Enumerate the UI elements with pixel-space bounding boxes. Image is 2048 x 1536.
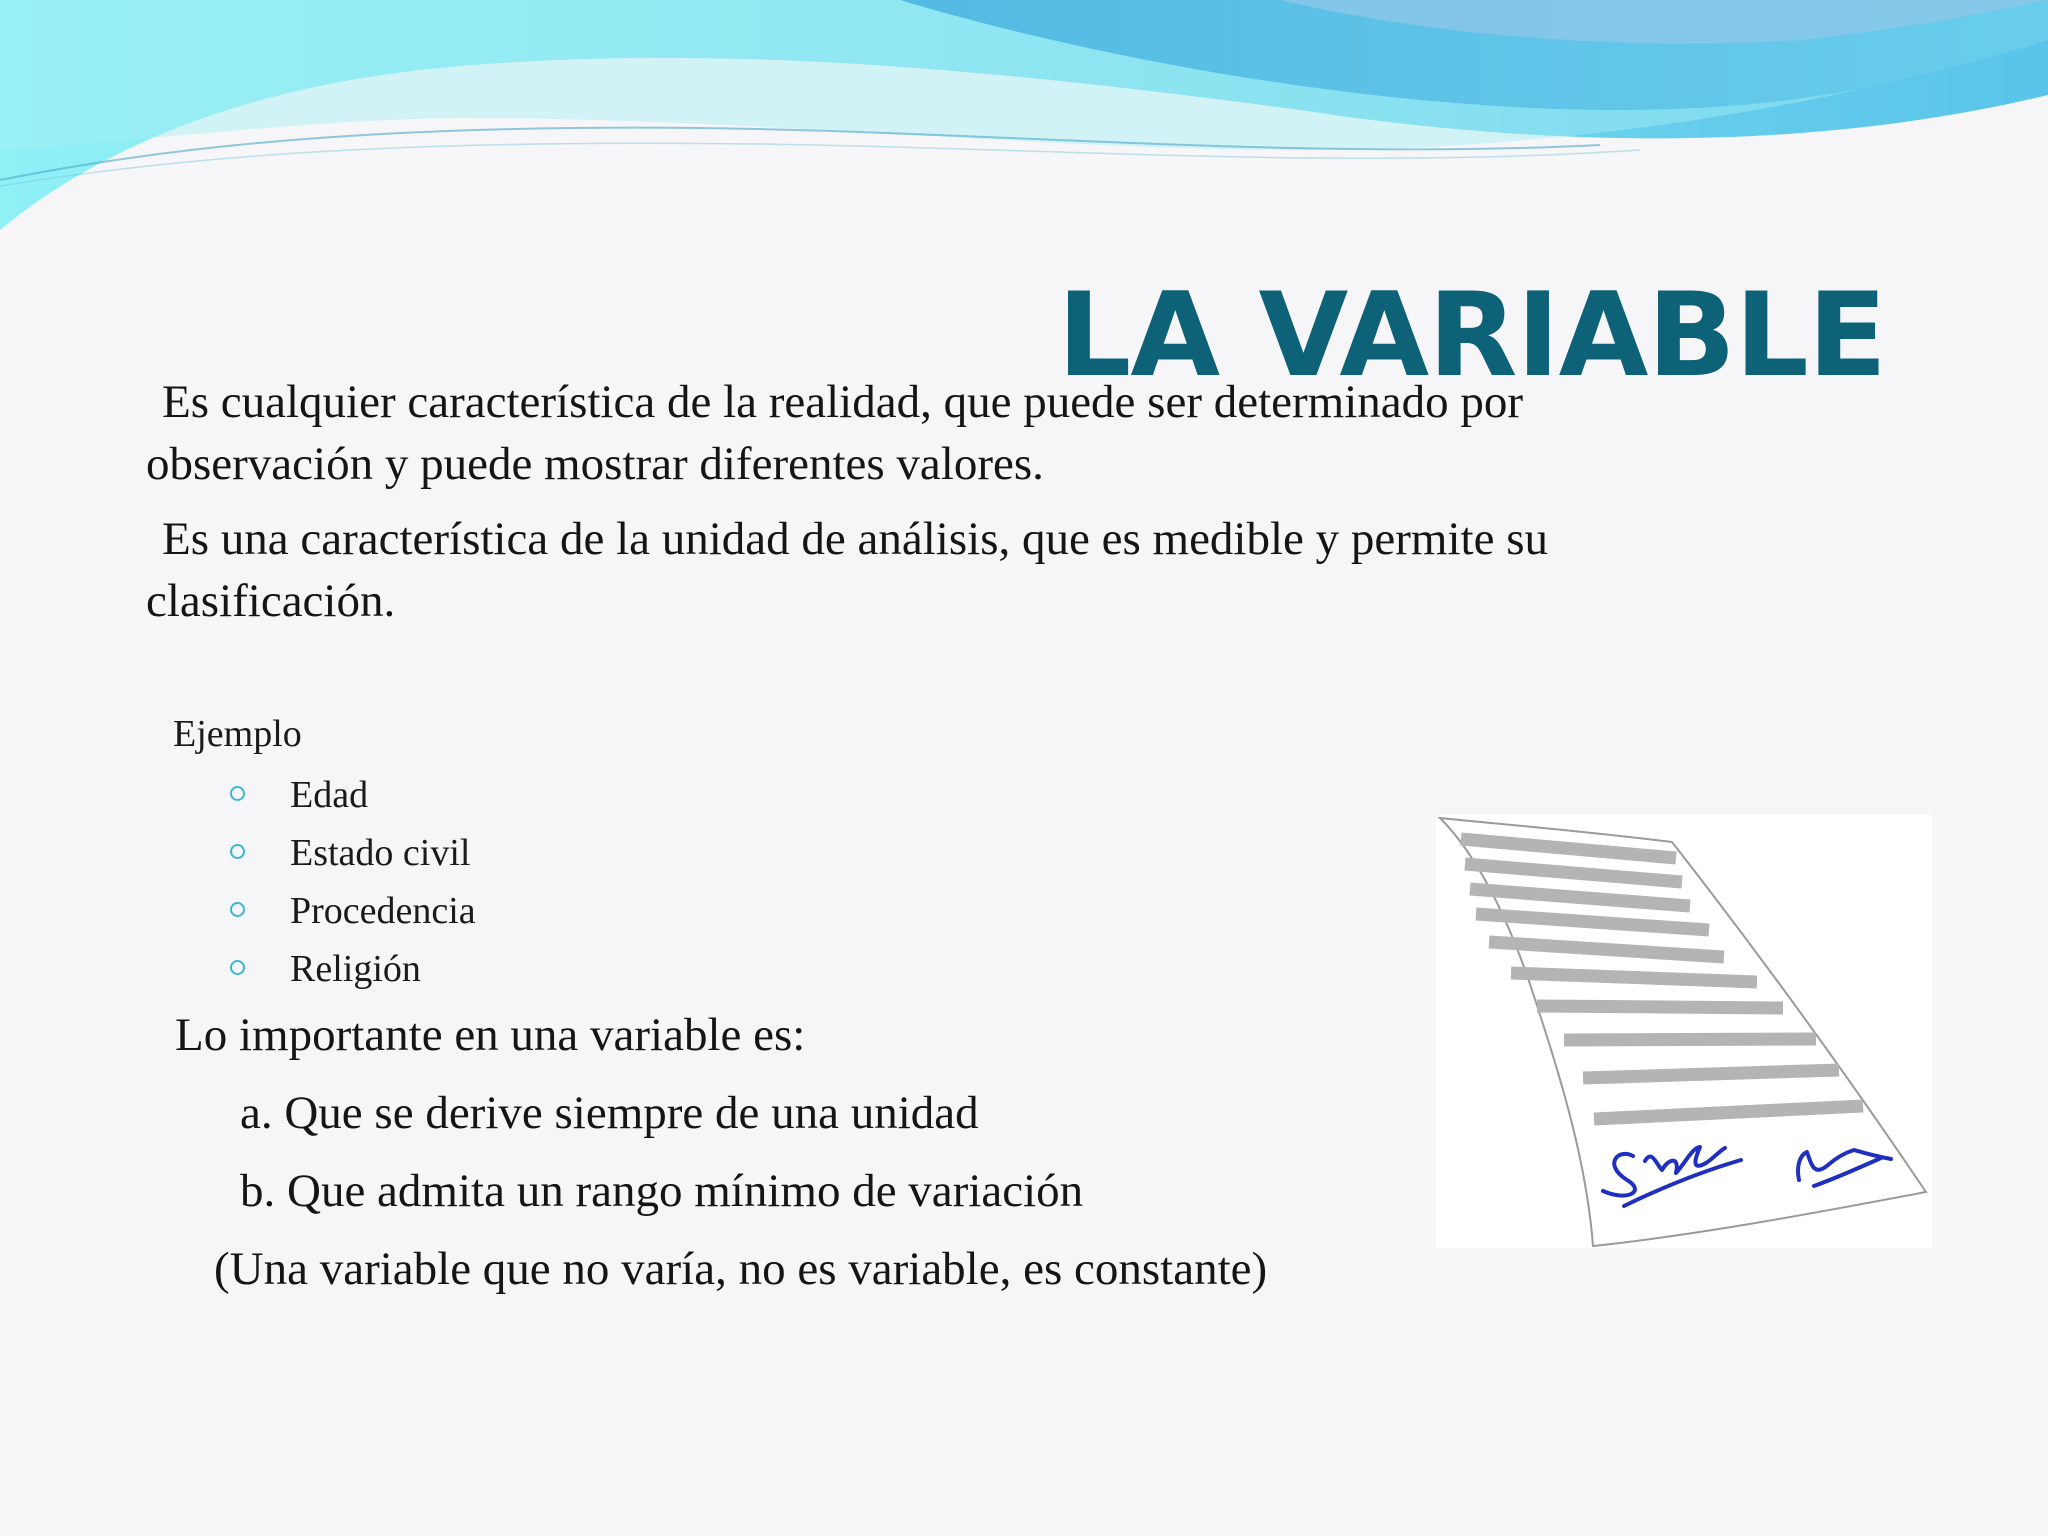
list-item <box>230 824 476 882</box>
important-heading: Lo importante en una variable es: <box>175 1009 806 1061</box>
circle-bullet-icon <box>230 960 245 975</box>
list-item <box>230 882 476 940</box>
circle-bullet-icon <box>230 786 245 801</box>
signed-document-icon <box>1436 814 1932 1248</box>
constant-note: (Una variable que no varía, no es variable, es constante) <box>214 1243 1268 1295</box>
example-label: Religión <box>290 948 421 990</box>
example-label: Edad <box>290 774 369 816</box>
circle-bullet-icon <box>230 844 245 859</box>
circle-bullet-icon <box>230 902 245 917</box>
definition-paragraph-2: Es una característica de la unidad de análisis, que es medible y permite su clasificación. <box>146 513 1548 627</box>
header-wave-decoration <box>0 0 2048 240</box>
list-item <box>230 940 476 998</box>
point-a: a. Que se derive siempre de una unidad <box>240 1087 979 1139</box>
slide-title: LA VARIABLE <box>1057 268 1886 403</box>
definition-paragraph-1: Es cualquier característica de la realidad, que puede ser determinado por observación y puede mostrar diferentes valores. <box>146 376 1524 490</box>
list-item <box>230 766 476 824</box>
example-label: Estado civil <box>290 832 471 874</box>
example-list <box>230 766 476 998</box>
point-b: b. Que admita un rango mínimo de variación <box>240 1165 1084 1217</box>
example-heading: Ejemplo <box>173 713 302 755</box>
example-label: Procedencia <box>290 890 476 932</box>
